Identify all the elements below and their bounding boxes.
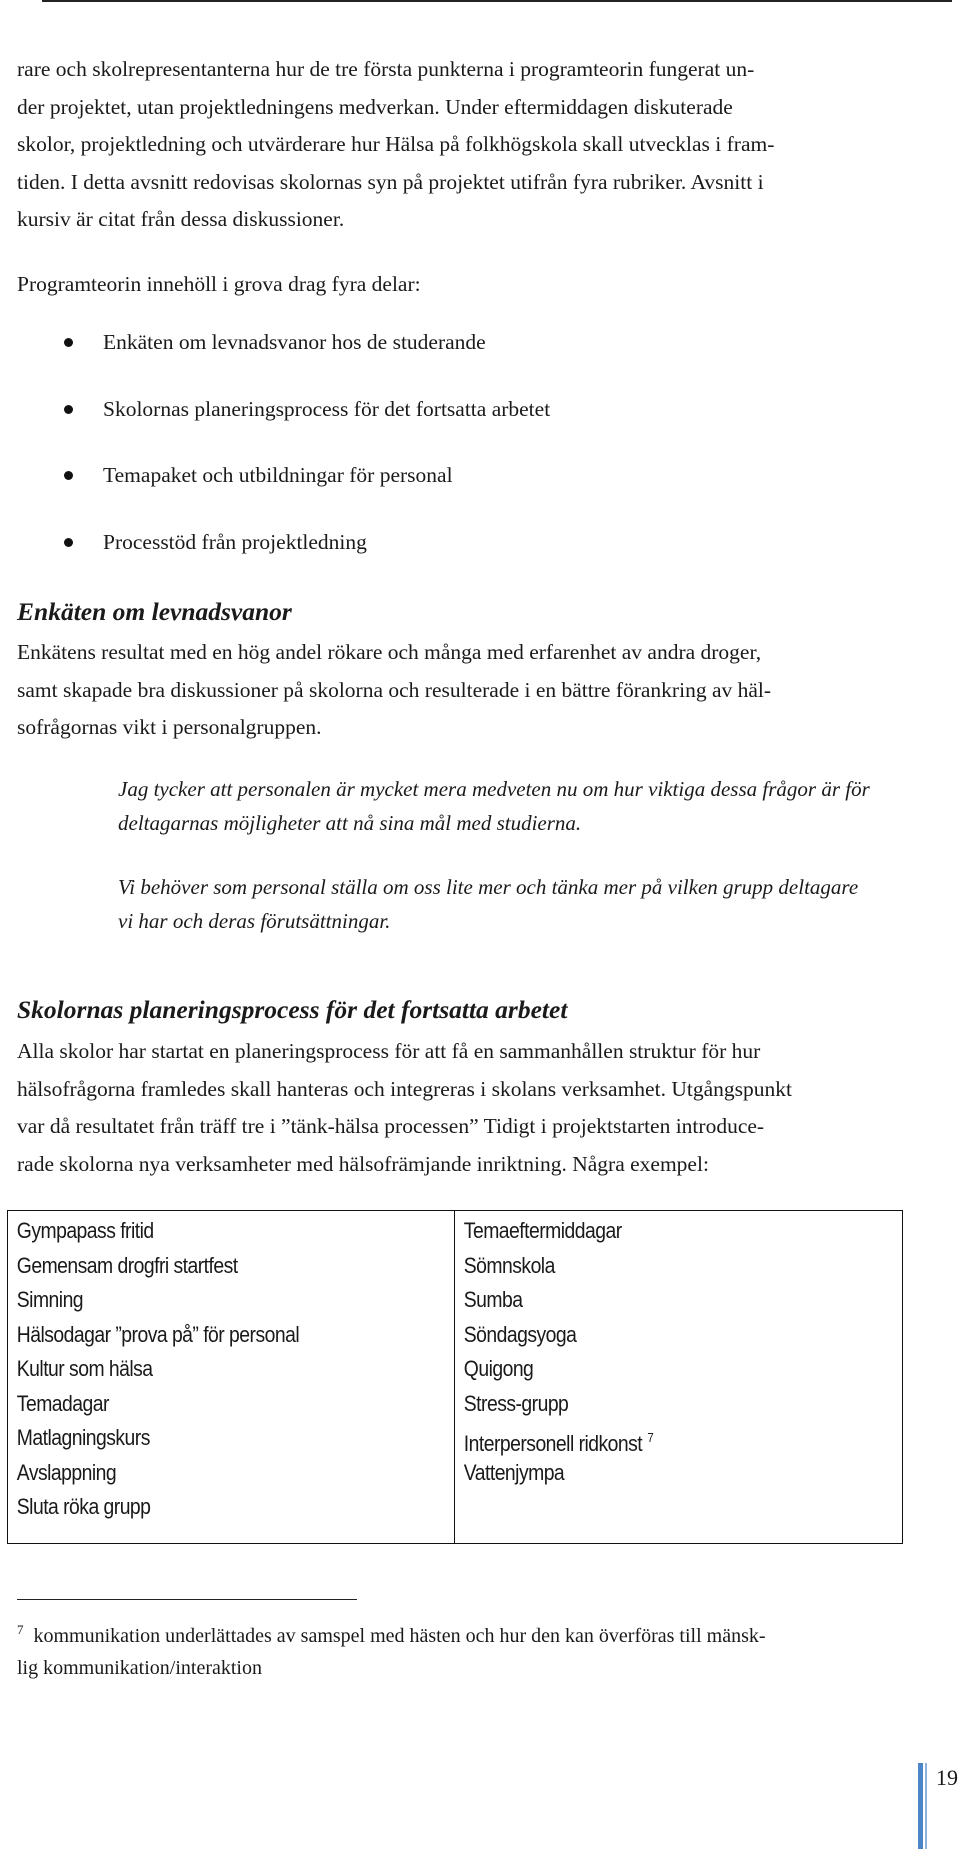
page-number-bar-accent	[925, 1763, 927, 1849]
footnote	[17, 1614, 937, 1684]
table-cell: Gemensam drogfri startfest	[16, 1252, 238, 1278]
footnote-text: kommunikation underlättades av samspel med hästen och hur den kan överföras till mänsk-	[33, 1625, 766, 1647]
table-cell: Temaeftermiddagar	[463, 1218, 622, 1243]
text-line: samt skapade bra diskussioner på skolorna och resulterade i en bättre förankring av häl-	[17, 677, 772, 702]
table-cell: Söndagsyoga	[463, 1321, 577, 1347]
examples-column-left	[8, 1211, 455, 1543]
table-cell: Vattenjympa	[463, 1459, 565, 1485]
list-item	[0, 527, 900, 594]
table-cell: Hälsodagar ”prova på” för personal	[16, 1321, 300, 1347]
list-item-text: Processtöd från projektledning	[103, 529, 367, 554]
table-cell: Sumba	[463, 1287, 523, 1312]
text-line: der projektet, utan projektledningens medverkan. Under eftermiddagen diskuterade	[17, 94, 733, 119]
footnote-number: 7	[17, 1622, 24, 1637]
cell-text: Interpersonell ridkonst	[463, 1431, 643, 1456]
page-number-bar	[918, 1763, 923, 1849]
text-line: rare och skolrepresentanterna hur de tre första punkterna i programteorin fungerat un-	[17, 57, 755, 81]
section-body-planering	[17, 1033, 929, 1183]
header-rule	[42, 0, 952, 2]
table-cell: Avslappning	[16, 1459, 117, 1485]
intro-paragraph	[17, 51, 929, 239]
quote-block	[118, 870, 938, 938]
text-line: var då resultatet från träff tre i ”tänk-hälsa processen” Tidigt i projektstarten introduce-	[17, 1114, 765, 1138]
list-item-text: Enkäten om levnadsvanor hos de studerande	[103, 330, 486, 354]
list-item	[0, 460, 900, 527]
table-cell: Kultur som hälsa	[16, 1356, 153, 1381]
quote-line: Vi behöver som personal ställa om oss lite mer och tänka mer på vilken grupp deltagare	[118, 875, 859, 899]
bullet-icon	[64, 338, 73, 347]
text-line: kursiv är citat från dessa diskussioner.	[17, 207, 345, 231]
footnote-separator	[17, 1599, 357, 1600]
quote-line: deltagarnas möjligheter att nå sina mål med studierna.	[118, 811, 582, 835]
list-item-text: Skolornas planeringsprocess för det fortsatta arbetet	[103, 396, 551, 421]
table-cell: Sluta röka grupp	[16, 1494, 151, 1519]
footnote-reference: 7	[647, 1430, 654, 1445]
bullet-icon	[64, 405, 73, 414]
text-line: hälsofrågorna framledes skall hanteras och integreras i skolans verksamhet. Utgångspunkt	[17, 1076, 792, 1101]
table-cell: Stress-grupp	[463, 1390, 569, 1416]
table-cell	[455, 1421, 848, 1456]
footnote-line: lig kommunikation/interaktion	[17, 1657, 262, 1679]
examples-column-right	[455, 1211, 902, 1543]
table-cell: Quigong	[463, 1356, 534, 1381]
quote-line: Jag tycker att personalen är mycket mera medveten nu om hur viktiga dessa frågor är för	[118, 777, 870, 801]
text-line: tiden. I detta avsnitt redovisas skolornas syn på projektet utifrån fyra rubriker. Avsnitt i	[17, 169, 764, 194]
text-line: Programteorin innehöll i grova drag fyra delar:	[17, 272, 421, 296]
program-intro	[17, 266, 929, 304]
text-line: skolor, projektledning och utvärderare hur Hälsa på folkhögskola skall utvecklas i fram-	[17, 132, 775, 156]
program-parts-list	[0, 327, 900, 593]
quote-line: vi har och deras förutsättningar.	[118, 909, 391, 933]
list-item-text: Temapaket och utbildningar för personal	[103, 463, 453, 487]
table-cell: Gympapass fritid	[16, 1218, 154, 1243]
table-cell: Temadagar	[16, 1390, 109, 1416]
examples-table	[7, 1210, 903, 1544]
footnote-line	[17, 1614, 937, 1652]
section-body-enkaten	[17, 634, 929, 747]
section-heading-planering: Skolornas planeringsprocess för det fortsatta arbetet	[17, 995, 568, 1024]
text-line: rade skolorna nya verksamheter med hälsofrämjande inriktning. Några exempel:	[17, 1151, 709, 1176]
text-line: Enkätens resultat med en hög andel rökare och många med erfarenhet av andra droger,	[17, 640, 762, 664]
table-cell: Simning	[16, 1287, 84, 1312]
text-line: Alla skolor har startat en planeringsprocess för att få en sammanhållen struktur för hur	[17, 1039, 761, 1063]
page-number: 19	[936, 1765, 958, 1790]
section-heading-enkaten: Enkäten om levnadsvanor	[17, 597, 292, 626]
bullet-icon	[64, 538, 73, 547]
text-line: sofrågornas vikt i personalgruppen.	[17, 715, 322, 739]
list-item	[0, 327, 900, 394]
table-cell: Sömnskola	[463, 1252, 555, 1278]
quote-block	[118, 772, 938, 840]
table-cell: Matlagningskurs	[16, 1425, 150, 1450]
bullet-icon	[64, 471, 73, 480]
list-item	[0, 394, 900, 461]
